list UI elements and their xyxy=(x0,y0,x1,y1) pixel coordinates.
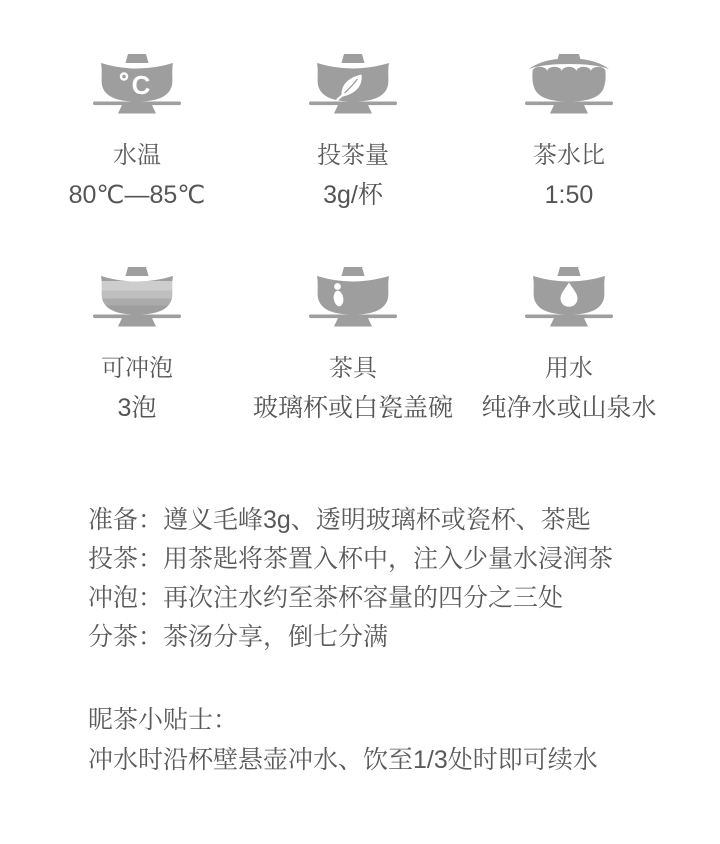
info-cell-water-type xyxy=(461,267,677,423)
info-cell-water-temperature xyxy=(29,54,245,210)
info-cell-teaware xyxy=(245,267,461,423)
tea-amount-leaf-gaiwan-icon xyxy=(309,54,397,114)
info-value: 纯净水或山泉水 xyxy=(481,394,657,422)
info-label: 可冲泡 xyxy=(101,355,173,382)
info-label: 水温 xyxy=(113,142,161,169)
info-value: 玻璃杯或白瓷盖碗 xyxy=(252,394,453,422)
info-cell-tea-amount xyxy=(245,54,461,210)
info-cell-infusions xyxy=(29,267,245,423)
step-add-tea: 投茶：用茶匙将茶置入杯中，注入少量水浸润茶 xyxy=(88,545,614,573)
info-label: 用水 xyxy=(545,355,593,382)
tips-content: 冲水时沿杯壁悬壶冲水、饮至1/3处时即可续水 xyxy=(88,746,598,774)
infusions-gaiwan-icon xyxy=(93,267,181,327)
info-value: 1:50 xyxy=(544,181,594,209)
info-cell-tea-water-ratio xyxy=(461,54,677,210)
step-brew: 冲泡：再次注水约至茶杯容量的四分之三处 xyxy=(88,584,564,612)
info-label: 投茶量 xyxy=(317,142,389,169)
water-type-droplet-gaiwan-icon xyxy=(525,267,613,327)
tea-water-ratio-gaiwan-icon xyxy=(525,54,613,114)
tea-tips-section xyxy=(88,700,720,780)
info-value: 80℃—85℃ xyxy=(68,181,206,209)
teaware-gaiwan-icon xyxy=(309,267,397,327)
info-label: 茶具 xyxy=(329,355,377,382)
brew-steps xyxy=(88,501,720,657)
water-temperature-gaiwan-icon xyxy=(93,54,181,114)
info-value: 3g/杯 xyxy=(323,181,383,209)
svg-text:C: C xyxy=(131,70,151,100)
tips-title: 昵茶小贴士： xyxy=(88,706,239,734)
step-serve: 分茶：茶汤分享，倒七分满 xyxy=(88,623,389,651)
step-prepare: 准备：遵义毛峰3g、透明玻璃杯或瓷杯、茶匙 xyxy=(88,506,591,534)
brew-info-grid xyxy=(29,0,720,423)
info-label: 茶水比 xyxy=(533,142,605,169)
info-value: 3泡 xyxy=(117,394,157,422)
